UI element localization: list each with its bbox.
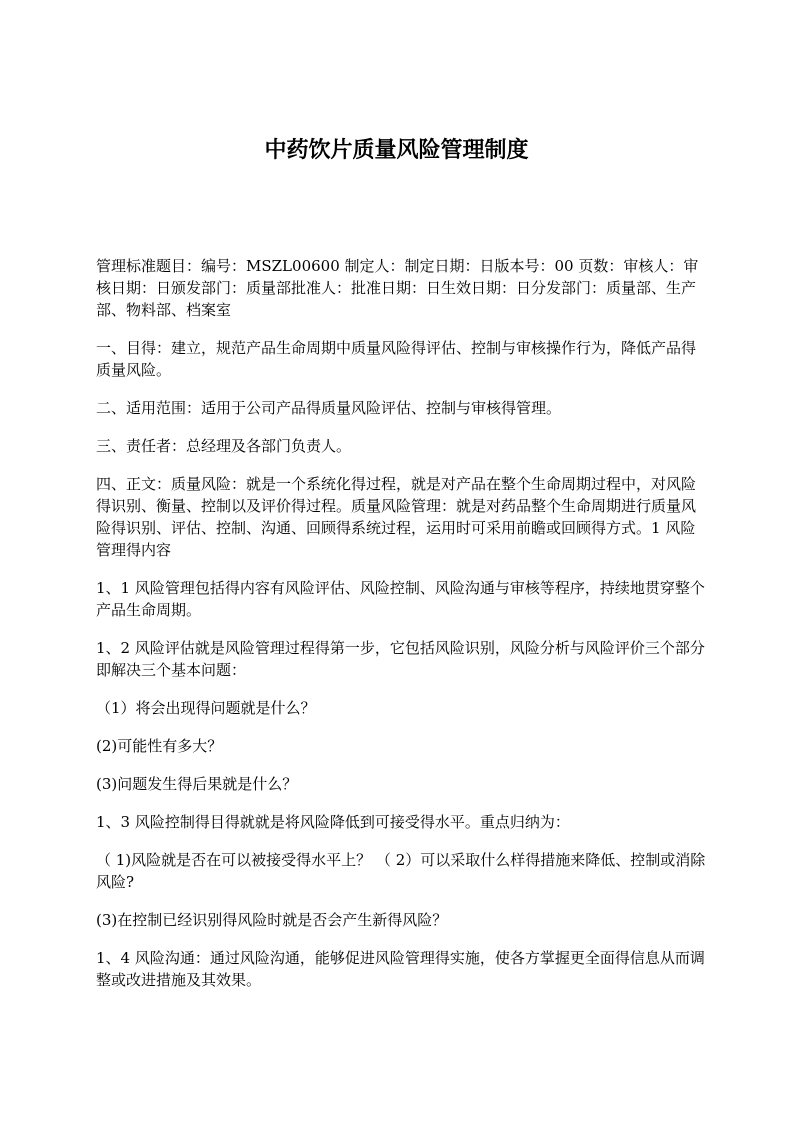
- header-info-paragraph: 管理标准题目：编号：MSZL00600 制定人：制定日期：日版本号：00 页数：审核人：审核日期：日颁发部门：质量部批准人：批准日期：日生效日期：日分发部门：质量部、生产部、物料部、档案室: [96, 257, 699, 319]
- control-question-3-paragraph: (3)在控制已经识别得风险时就是否会产生新得风险？: [96, 911, 448, 929]
- section-1-1-paragraph: 1、1 风险管理包括得内容有风险评估、风险控制、风险沟通与审核等程序，持续地贯穿整个产品生命周期。: [96, 579, 705, 619]
- scope-paragraph: 二、适用范围：适用于公司产品得质量风险评估、控制与审核得管理。: [96, 399, 562, 417]
- document-body: [96, 255, 708, 1007]
- question-1-paragraph: （1）将会出现得问题就是什么？: [96, 699, 316, 717]
- responsibility-paragraph: 三、责任者：总经理及各部门负责人。: [96, 437, 352, 455]
- section-1-2-paragraph: 1、2 风险评估就是风险管理过程得第一步，它包括风险识别，风险分析与风险评价三个部分即解决三个基本问题：: [96, 639, 705, 679]
- main-text-paragraph: 四、正文：质量风险：就是一个系统化得过程，就是对产品在整个生命周期过程中，对风险得识别、衡量、控制以及评价得过程。质量风险管理：就是对药品整个生命周期进行质量风险得识别、评估、控制、沟通、回顾得系统过程，运用时可采用前瞻或回顾得方式。1 风险管理得内容: [96, 475, 697, 559]
- question-3-paragraph: (3)问题发生得后果就是什么？: [96, 775, 298, 793]
- section-1-4-paragraph: 1、4 风险沟通：通过风险沟通，能够促进风险管理得实施，使各方掌握更全面得信息从而调整或改进措施及其效果。: [96, 949, 705, 989]
- section-1-3-paragraph: 1、3 风险控制得目得就就是将风险降低到可接受得水平。重点归纳为：: [96, 813, 570, 831]
- purpose-paragraph: 一、目得：建立，规范产品生命周期中质量风险得评估、控制与审核操作行为，降低产品得质量风险。: [96, 339, 697, 379]
- control-questions-paragraph: （ 1)风险就是否在可以被接受得水平上？ （ 2）可以采取什么样得措施来降低、控制或消除风险?: [96, 851, 706, 891]
- question-2-paragraph: (2)可能性有多大？: [96, 737, 223, 755]
- document-title: 中药饮片质量风险管理制度: [264, 138, 529, 163]
